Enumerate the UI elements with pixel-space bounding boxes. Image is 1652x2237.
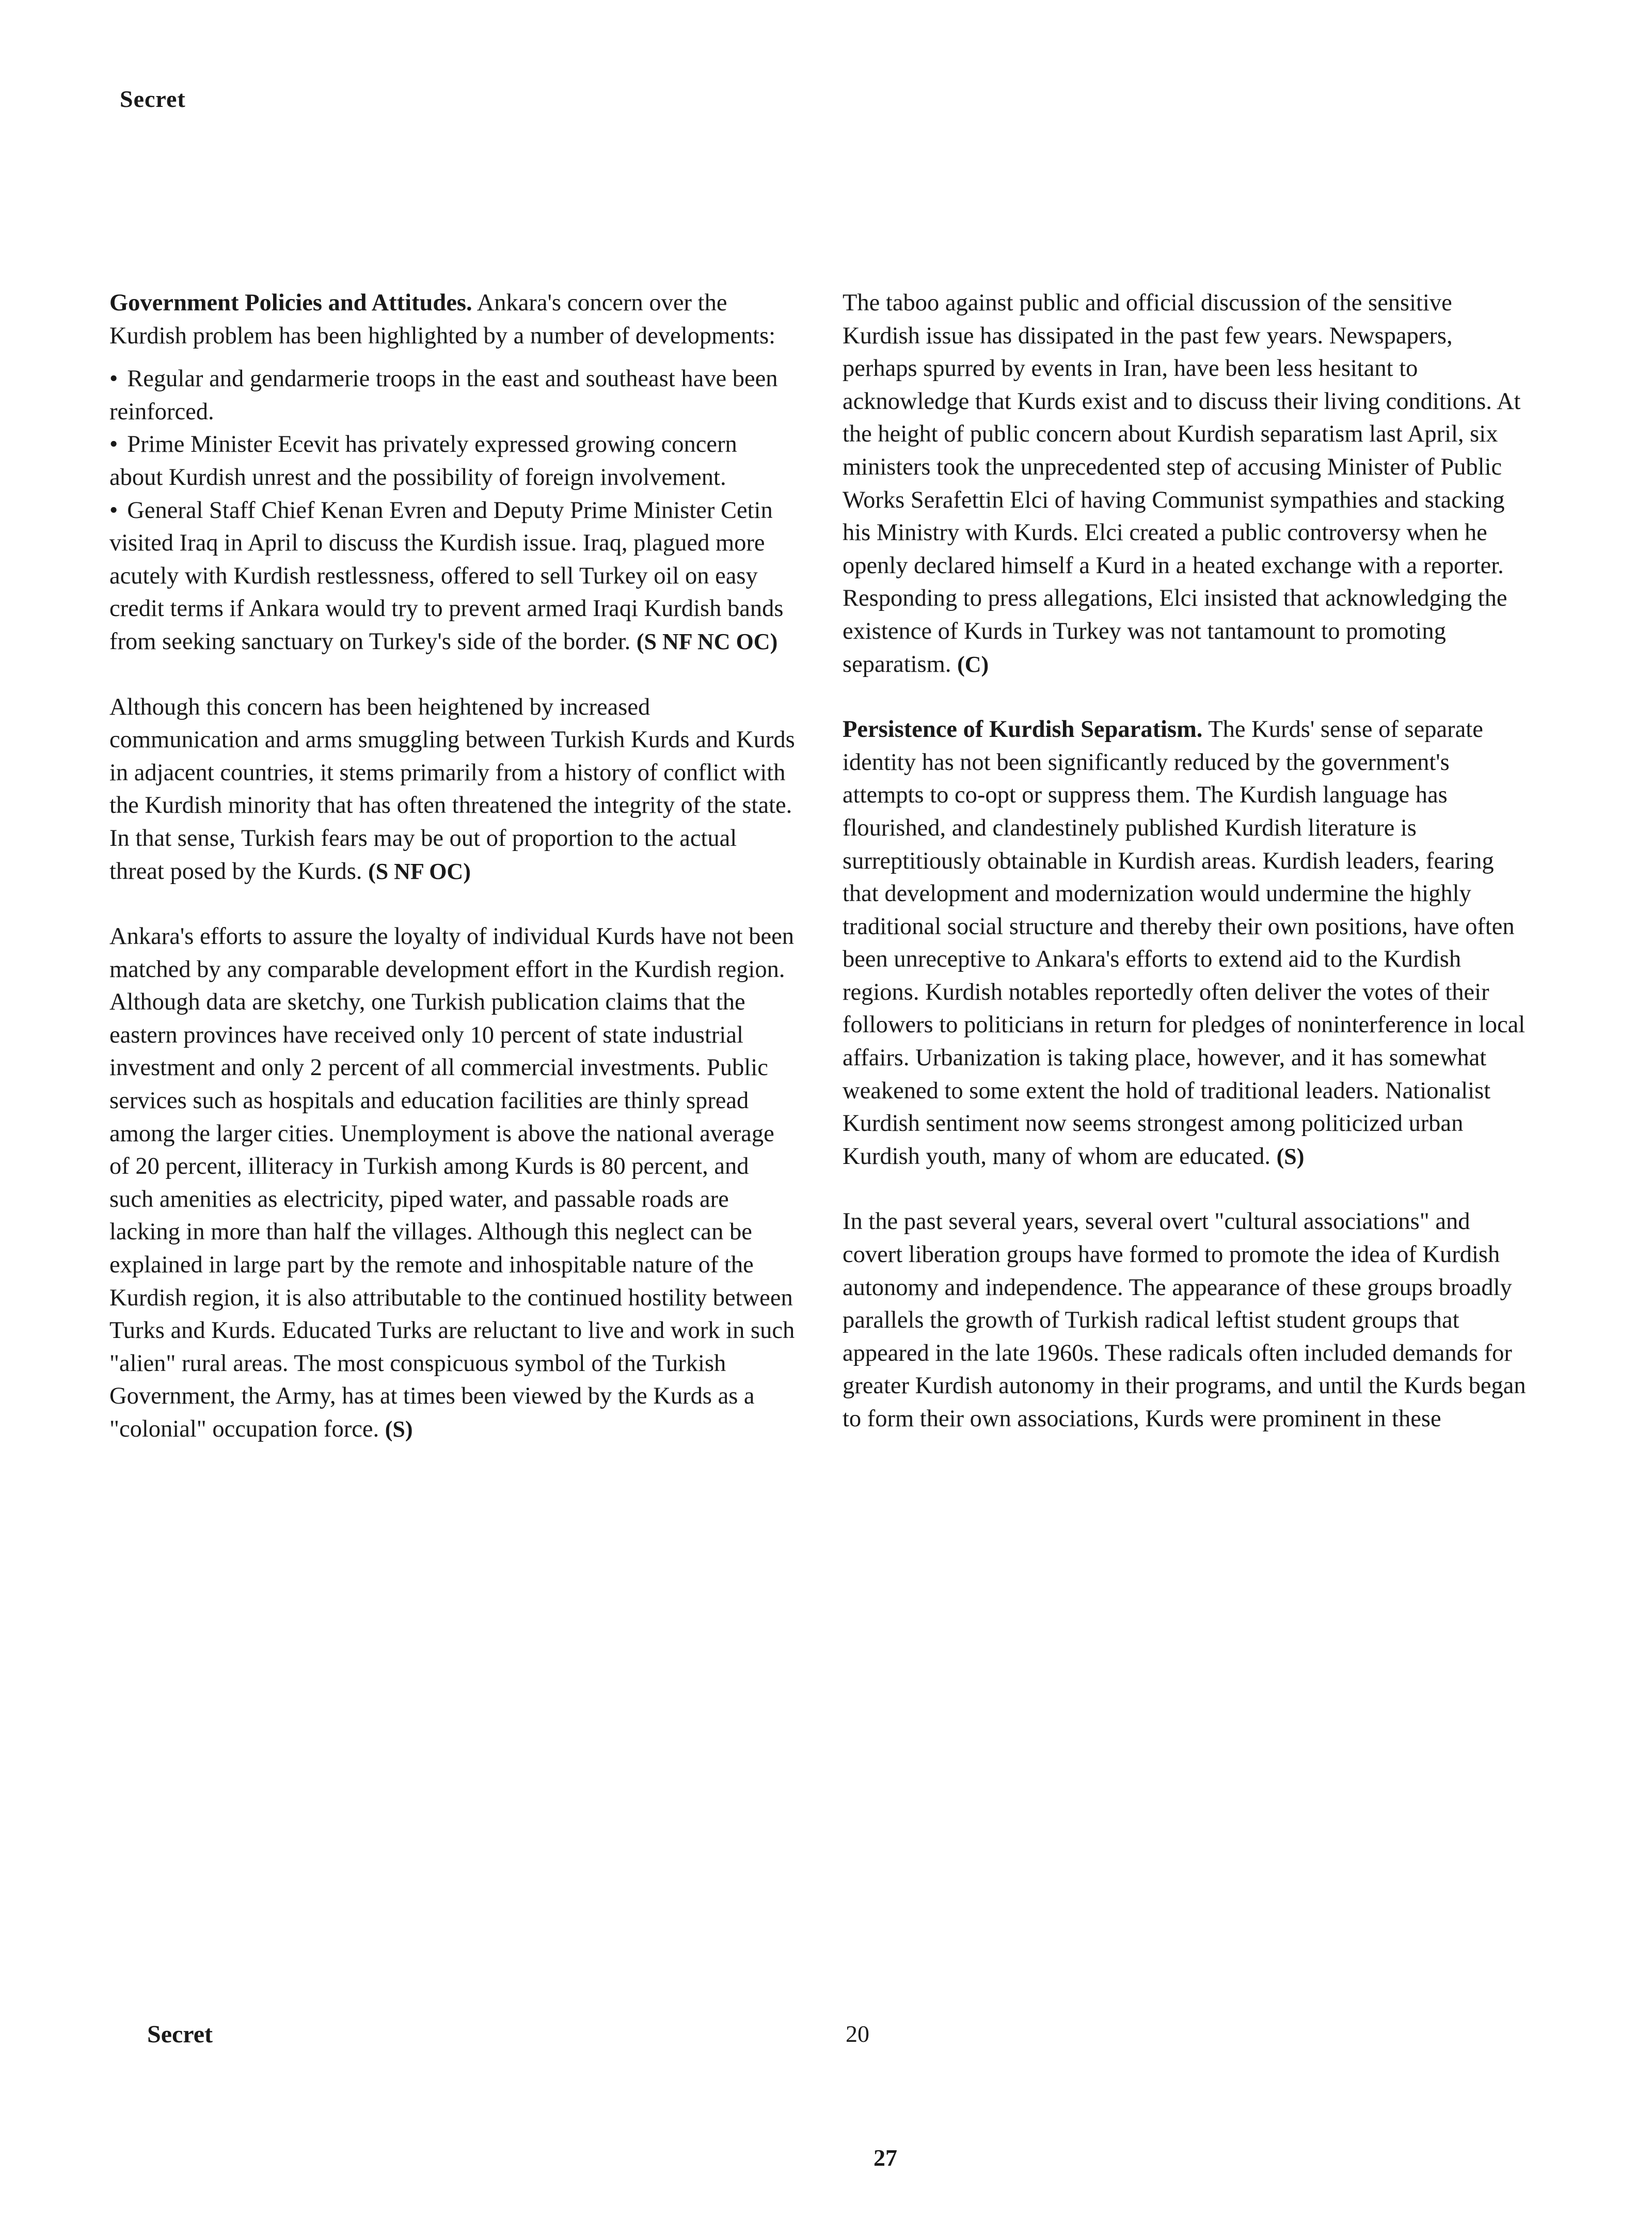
footer-classification: Secret [147, 2021, 213, 2048]
developments-list [109, 363, 796, 658]
list-item [109, 494, 796, 658]
paragraph-text: The taboo against public and official discussion of the sensitive Kurdish issue has dissipated in the past few years. Newspapers, perhaps spurred by events in Iran, have been less hesitant to acknowledge that Kurds exist and to discuss their living conditions. At the height of public concern about Kurdish separatism last April, six ministers took the unprecedented step of accusing Minister of Public Works Serafettin Elci of having Communist sympathies and stacking his Ministry with Kurds. Elci created a public controversy when he openly declared himself a Kurd in a heated exchange with a reporter. Responding to press allegations, Elci insisted that acknowledging the existence of Kurds in Turkey was not tantamount to promoting separatism. [843, 290, 1521, 678]
list-item-text: Prime Minister Ecevit has privately expressed growing concern about Kurdish unrest and the possibility of foreign involvement. [109, 431, 737, 491]
paragraph-text: In the past several years, several overt "cultural associations" and covert liberation groups have formed to promote the idea of Kurdish autonomy and independence. The appearance of these groups broadly parallels the growth of Turkish radical leftist student groups that appeared in the late 1960s. These radicals often included demands for greater Kurdish autonomy in their programs, and until the Kurds began to form their own associations, Kurds were prominent in these [843, 1208, 1526, 1432]
section-heading: Persistence of Kurdish Separatism. [843, 716, 1203, 743]
paragraph [843, 287, 1529, 681]
list-item [109, 428, 796, 494]
section-heading: Government Policies and Attitudes. [109, 290, 472, 316]
list-item [109, 363, 796, 428]
paragraph-text: Ankara's efforts to assure the loyalty of individual Kurds have not been matched by any comparable development effort in the Kurdish region. Although data are sketchy, one Turkish publication claims that the eastern provinces have received only 10 percent of state industrial investment and only 2 percent of all commercial investments. Public services such as hospitals and education facilities are thinly spread among the larger cities. Unemployment is above the national average of 20 percent, illiteracy in Turkish among Kurds is 80 percent, and such amenities as electricity, piped water, and passable roads are lacking in more than half the villages. Although this neglect can be explained in large part by the remote and inhospitable nature of the Kurdish region, it is also attributable to the continued hostility between Turks and Kurds. Educated Turks are reluctant to live and work in such "alien" rural areas. The most conspicuous symbol of the Turkish Government, the Army, has at times been viewed by the Kurds as a "colonial" occupation force. [109, 923, 795, 1442]
left-column [109, 287, 796, 1478]
header-classification-mark: Secret [120, 86, 186, 112]
classification-marking: (S NF OC) [368, 858, 471, 884]
classification-marking: (C) [957, 651, 989, 677]
right-column [843, 287, 1529, 1468]
section-government-policies [109, 287, 796, 352]
paragraph [109, 920, 796, 1446]
paragraph [109, 691, 796, 888]
paragraph-text: Although this concern has been heightened by increased communication and arms smuggling between Turkish Kurds and Kurds in adjacent countries, it stems primarily from a history of conflict with the Kurdish minority that has often threatened the integrity of the state. In that sense, Turkish fears may be out of proportion to the actual threat posed by the Kurds. [109, 694, 795, 885]
list-item-text: General Staff Chief Kenan Evren and Deputy Prime Minister Cetin visited Iraq in April to discuss the Kurdish issue. Iraq, plagued more acutely with Kurdish restlessness, offered to sell Turkey oil on easy credit terms if Ankara would try to prevent armed Iraqi Kurdish bands from seeking sanctuary on Turkey's side of the border. [109, 497, 784, 655]
classification-marking: (S) [1276, 1143, 1305, 1169]
section-kurdish-separatism [843, 713, 1529, 1173]
paragraph [843, 1205, 1529, 1435]
classification-marking: (S) [385, 1416, 413, 1442]
archive-page-number: 27 [873, 2145, 897, 2171]
footer-page-number: 20 [846, 2021, 869, 2047]
section-intro: Ankara's concern over the Kurdish problem has been highlighted by a number of developments: [109, 290, 776, 349]
paragraph-text: The Kurds' sense of separate identity has not been significantly reduced by the government's attempts to co-opt or suppress them. The Kurdish language has flourished, and clandestinely published Kurdish literature is surreptitiously obtainable in Kurdish areas. Kurdish leaders, fearing that development and modernization would undermine the highly traditional social structure and thereby their own positions, have often been unreceptive to Ankara's efforts to extend aid to the Kurdish regions. Kurdish notables reportedly often deliver the votes of their followers to politicians in return for pledges of noninterference in local affairs. Urbanization is taking place, however, and it has somewhat weakened to some extent the hold of traditional leaders. Nationalist Kurdish sentiment now seems strongest among politicized urban Kurdish youth, many of whom are educated. [843, 716, 1526, 1170]
classification-marking: (S NF NC OC) [636, 628, 778, 654]
list-item-text: Regular and gendarmerie troops in the east and southeast have been reinforced. [109, 366, 778, 425]
